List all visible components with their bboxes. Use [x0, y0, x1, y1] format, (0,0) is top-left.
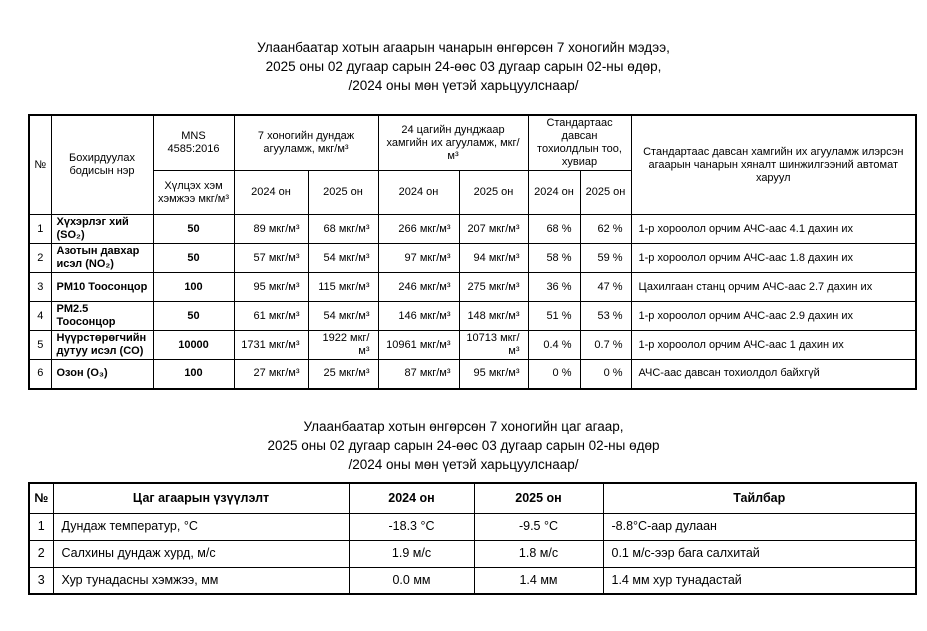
station-note: 1-р хороолол орчим АЧС-аас 1.8 дахин их: [631, 244, 916, 273]
table-row: [29, 360, 916, 389]
air-title-line-1: Улаанбаатар хотын агаарын чанарын өнгөрсөн 7 хоногийн мэдээ,: [257, 40, 670, 55]
exceed-2024-value: 68 %: [528, 215, 580, 244]
avg7-2025-value: 54 мкг/м³: [308, 302, 378, 331]
avg7-2024-value: 1731 мкг/м³: [234, 331, 308, 360]
limit-value: 50: [153, 244, 234, 273]
exceed-2024-value: 0 %: [528, 360, 580, 389]
row-number: 2: [29, 244, 51, 273]
col-header-avg7-2024: 2024 он: [234, 171, 308, 215]
pollutant-name: Хүхэрлэг хий (SO₂): [51, 215, 153, 244]
avg7-2024-value: 95 мкг/м³: [234, 273, 308, 302]
table-row: [29, 513, 916, 540]
avg7-2025-value: 1922 мкг/м³: [308, 331, 378, 360]
exceed-2025-value: 0.7 %: [580, 331, 631, 360]
col-header-exceed-2025: 2025 он: [580, 171, 631, 215]
col-header-max24-2024: 2024 он: [378, 171, 459, 215]
weather-col-header-indicator: Цаг агаарын үзүүлэлт: [53, 483, 349, 514]
table-row: [29, 273, 916, 302]
col-header-pollutant: Бохирдуулах бодисын нэр: [51, 115, 153, 215]
weather-title-line-1: Улаанбаатар хотын өнгөрсөн 7 хоногийн цаг агаар,: [303, 418, 624, 434]
row-number: 1: [29, 215, 51, 244]
weather-col-header-note: Тайлбар: [603, 483, 916, 514]
exceed-2025-value: 47 %: [580, 273, 631, 302]
max24-2025-value: 10713 мкг/м³: [459, 331, 528, 360]
weather-title-line-2: 2025 оны 02 дугаар сарын 24-өөс 03 дугаар сарын 02-ны өдөр: [267, 437, 660, 453]
station-note: 1-р хороолол орчим АЧС-аас 1 дахин их: [631, 331, 916, 360]
max24-2025-value: 95 мкг/м³: [459, 360, 528, 389]
exceed-2025-value: 53 %: [580, 302, 631, 331]
max24-2025-value: 207 мкг/м³: [459, 215, 528, 244]
col-header-max24: 24 цагийн дунджаар хамгийн их агууламж, мкг/м³: [378, 115, 528, 171]
row-number: 4: [29, 302, 51, 331]
exceed-2025-value: 62 %: [580, 215, 631, 244]
limit-value: 50: [153, 302, 234, 331]
weather-col-header-2024: 2024 он: [349, 483, 474, 514]
row-number: 1: [29, 513, 53, 540]
exceed-2024-value: 36 %: [528, 273, 580, 302]
weather-2024-value: 1.9 м/с: [349, 540, 474, 567]
weather-col-header-2025: 2025 он: [474, 483, 603, 514]
row-number: 6: [29, 360, 51, 389]
max24-2024-value: 146 мкг/м³: [378, 302, 459, 331]
weather-indicator: Хур тунадасны хэмжээ, мм: [53, 567, 349, 594]
weather-2025-value: 1.8 м/с: [474, 540, 603, 567]
air-title-line-3: /2024 оны мөн үетэй харьцуулснаар/: [348, 78, 579, 93]
weather-note: -8.8°С-аар дулаан: [603, 513, 916, 540]
exceed-2024-value: 58 %: [528, 244, 580, 273]
table-row: [29, 331, 916, 360]
limit-value: 50: [153, 215, 234, 244]
avg7-2025-value: 68 мкг/м³: [308, 215, 378, 244]
station-note: 1-р хороолол орчим АЧС-аас 4.1 дахин их: [631, 215, 916, 244]
avg7-2024-value: 57 мкг/м³: [234, 244, 308, 273]
pollutant-name: Азотын давхар исэл (NO₂): [51, 244, 153, 273]
limit-value: 100: [153, 273, 234, 302]
table-row: [29, 302, 916, 331]
station-note: Цахилгаан станц орчим АЧС-аас 2.7 дахин их: [631, 273, 916, 302]
max24-2024-value: 266 мкг/м³: [378, 215, 459, 244]
max24-2025-value: 94 мкг/м³: [459, 244, 528, 273]
max24-2024-value: 246 мкг/м³: [378, 273, 459, 302]
row-number: 5: [29, 331, 51, 360]
air-title-line-2: 2025 оны 02 дугаар сарын 24-өөс 03 дугаар сарын 02-ны өдөр,: [265, 59, 662, 74]
col-header-station: Стандартаас давсан хамгийн их агууламж илэрсэн агаарын чанарын хяналт шинжилгээний автомат харуул: [631, 115, 916, 215]
pollutant-name: Нүүрстөрөгчийн дутуу исэл (CO): [51, 331, 153, 360]
col-header-max24-2025: 2025 он: [459, 171, 528, 215]
weather-2025-value: 1.4 мм: [474, 567, 603, 594]
col-header-limit: Хүлцэх хэм хэмжээ мкг/м³: [153, 171, 234, 215]
limit-value: 10000: [153, 331, 234, 360]
table-row: [29, 567, 916, 594]
row-number: 3: [29, 273, 51, 302]
weather-col-header-no: №: [29, 483, 53, 514]
avg7-2025-value: 115 мкг/м³: [308, 273, 378, 302]
table-row: [29, 244, 916, 273]
exceed-2024-value: 51 %: [528, 302, 580, 331]
avg7-2024-value: 27 мкг/м³: [234, 360, 308, 389]
exceed-2024-value: 0.4 %: [528, 331, 580, 360]
row-number: 2: [29, 540, 53, 567]
weather-2024-value: -18.3 °С: [349, 513, 474, 540]
max24-2024-value: 87 мкг/м³: [378, 360, 459, 389]
pollutant-name: Озон (O₃): [51, 360, 153, 389]
avg7-2025-value: 25 мкг/м³: [308, 360, 378, 389]
col-header-avg7: 7 хоногийн дундаж агууламж, мкг/м³: [234, 115, 378, 171]
air-quality-report-title: [0, 0, 927, 95]
avg7-2025-value: 54 мкг/м³: [308, 244, 378, 273]
max24-2025-value: 275 мкг/м³: [459, 273, 528, 302]
weather-table: [28, 482, 917, 596]
weather-note: 1.4 мм хур тунадастай: [603, 567, 916, 594]
avg7-2024-value: 89 мкг/м³: [234, 215, 308, 244]
table-row: [29, 540, 916, 567]
weather-note: 0.1 м/с-ээр бага салхитай: [603, 540, 916, 567]
air-quality-table: [28, 114, 917, 390]
pollutant-name: PM10 Тоосонцор: [51, 273, 153, 302]
limit-value: 100: [153, 360, 234, 389]
row-number: 3: [29, 567, 53, 594]
weather-2024-value: 0.0 мм: [349, 567, 474, 594]
table-row: [29, 215, 916, 244]
col-header-exceed-2024: 2024 он: [528, 171, 580, 215]
station-note: АЧС-аас давсан тохиолдол байхгүй: [631, 360, 916, 389]
max24-2025-value: 148 мкг/м³: [459, 302, 528, 331]
max24-2024-value: 97 мкг/м³: [378, 244, 459, 273]
col-header-avg7-2025: 2025 он: [308, 171, 378, 215]
weather-title-line-3: /2024 оны мөн үетэй харьцуулснаар/: [348, 456, 579, 472]
avg7-2024-value: 61 мкг/м³: [234, 302, 308, 331]
weather-2025-value: -9.5 °С: [474, 513, 603, 540]
col-header-mns: MNS 4585:2016: [153, 115, 234, 171]
max24-2024-value: 10961 мкг/м³: [378, 331, 459, 360]
exceed-2025-value: 0 %: [580, 360, 631, 389]
col-header-exceed: Стандартаас давсан тохиолдлын тоо, хувиар: [528, 115, 631, 171]
weather-indicator: Дундаж температур, °С: [53, 513, 349, 540]
pollutant-name: PM2.5 Тоосонцор: [51, 302, 153, 331]
station-note: 1-р хороолол орчим АЧС-аас 2.9 дахин их: [631, 302, 916, 331]
weather-indicator: Салхины дундаж хурд, м/с: [53, 540, 349, 567]
col-header-no: №: [29, 115, 51, 215]
exceed-2025-value: 59 %: [580, 244, 631, 273]
weather-report-title: [0, 417, 927, 474]
